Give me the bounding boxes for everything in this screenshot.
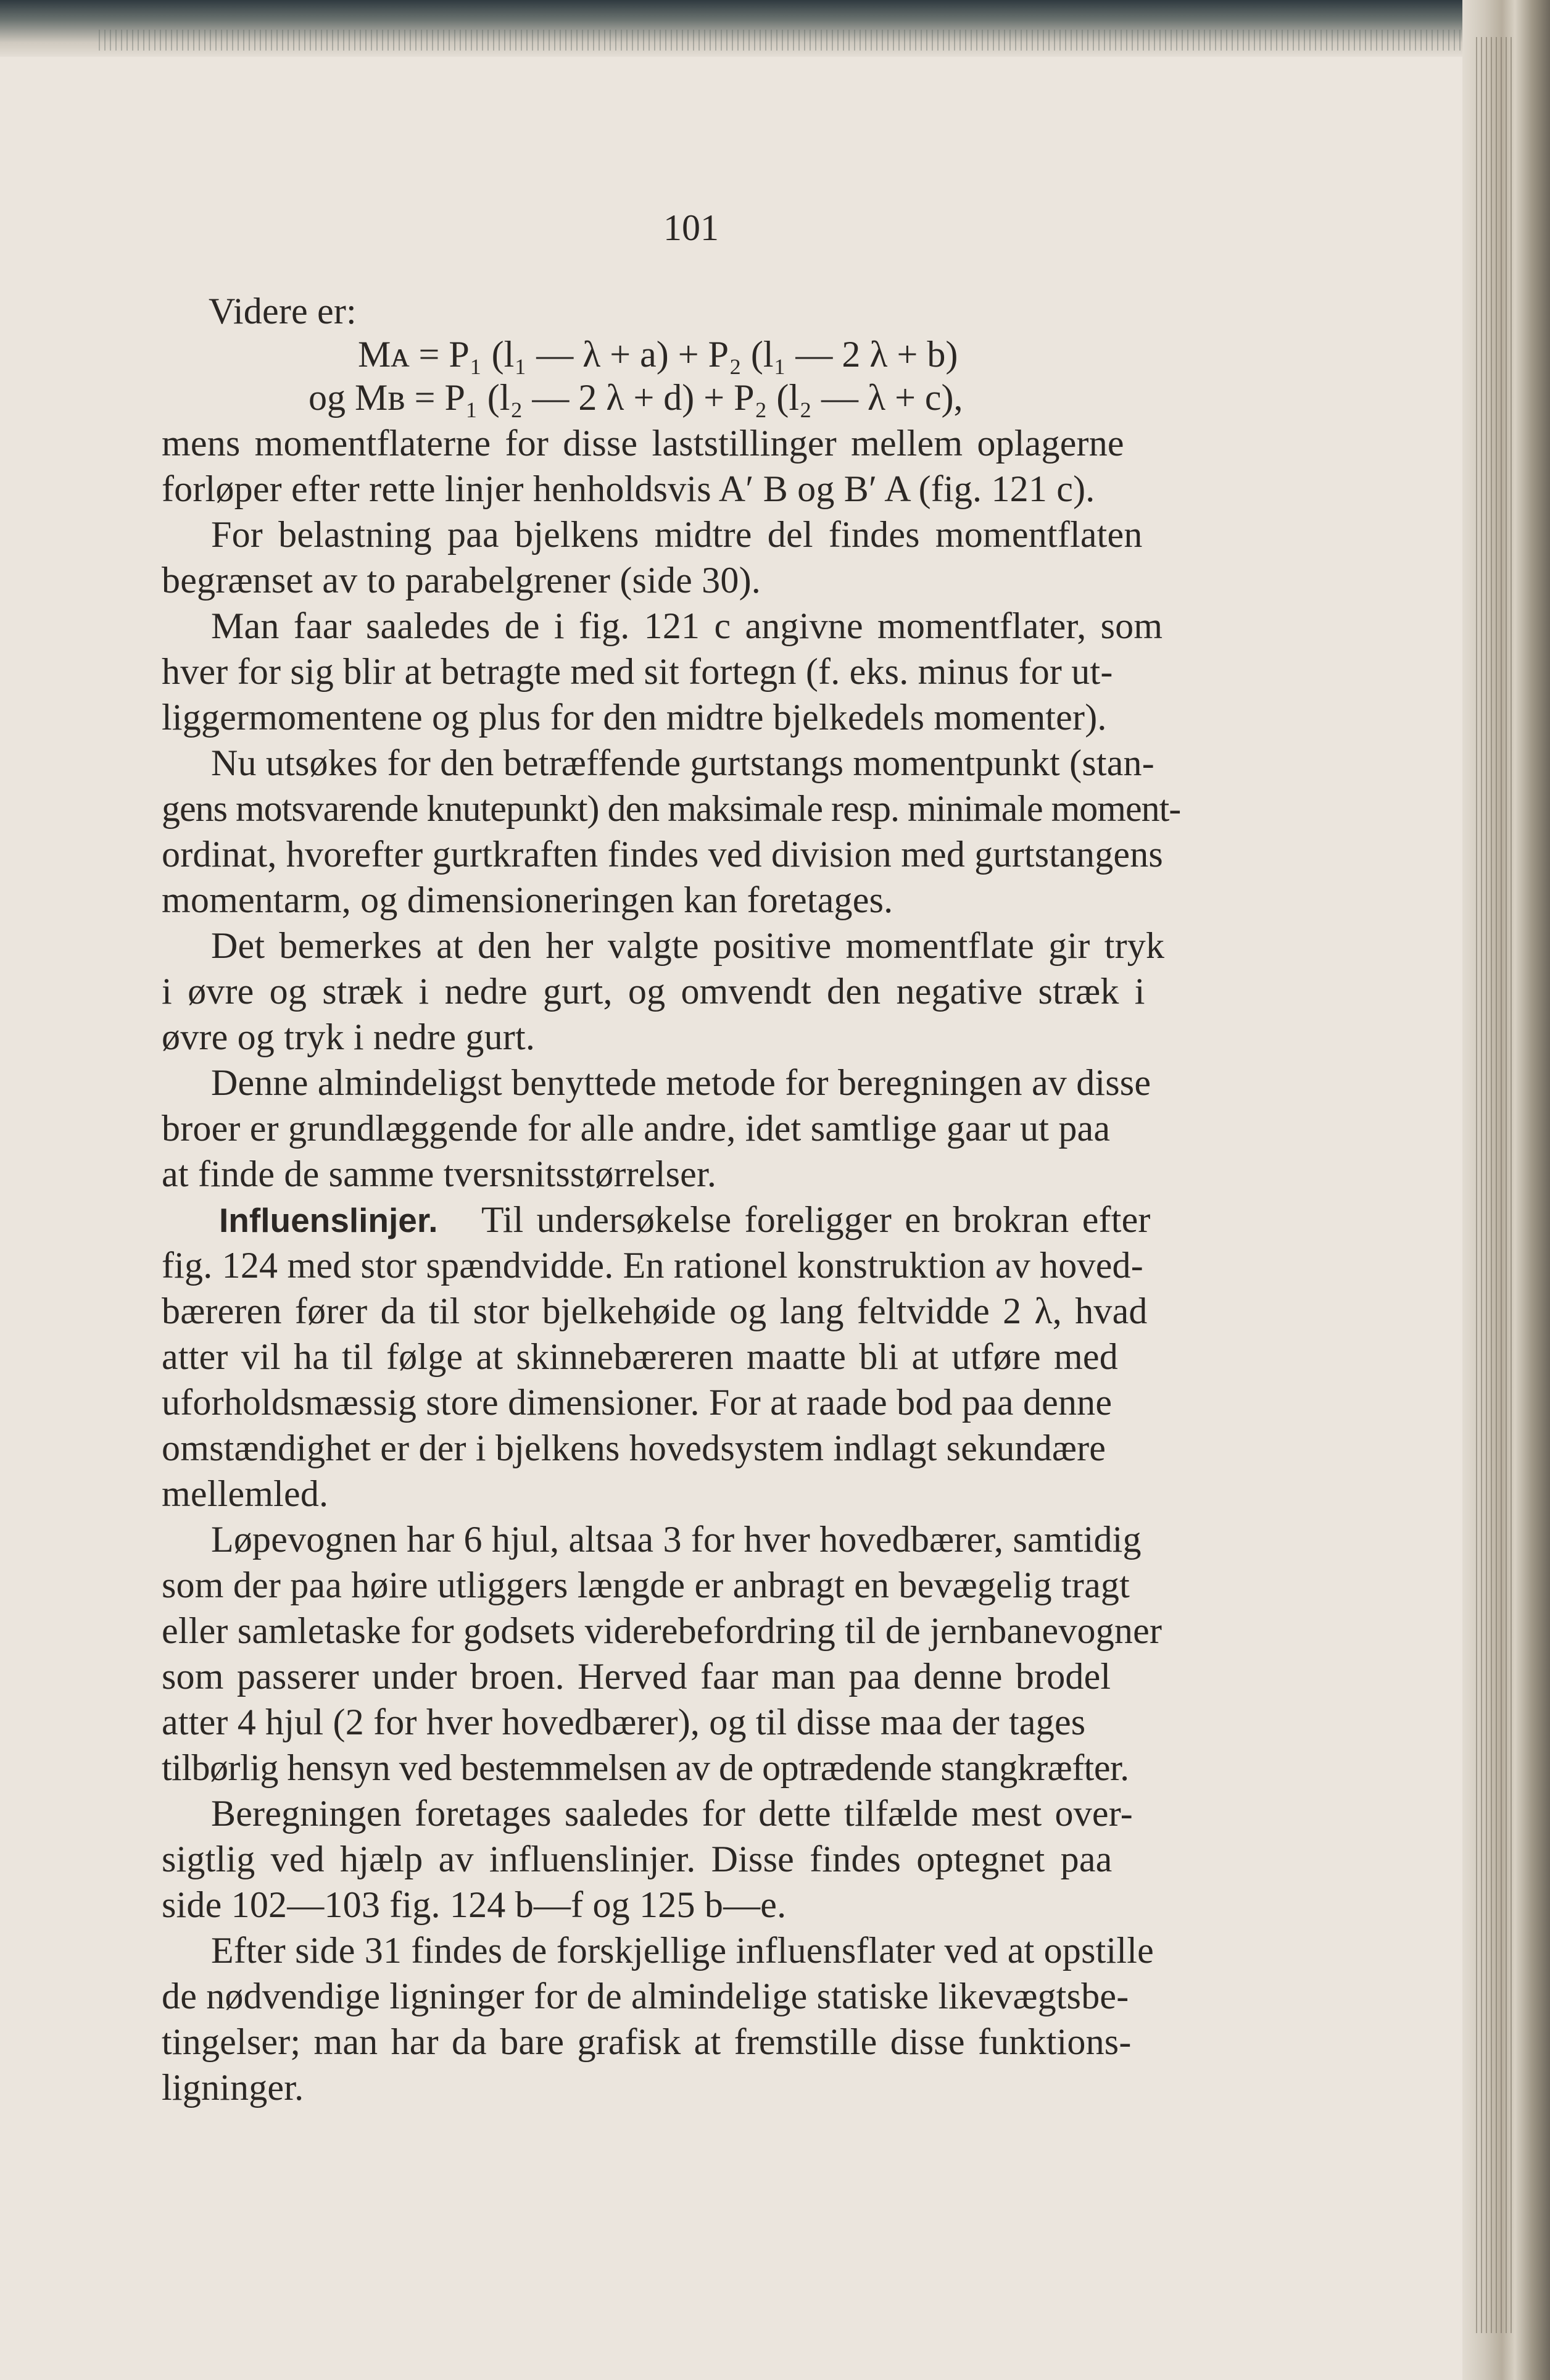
text-line: tingelser; man har da bare grafisk at fremstille disse funktions-	[162, 2021, 1132, 2062]
text-line: sigtlig ved hjælp av influenslinjer. Disse findes optegnet paa	[162, 1839, 1113, 1879]
text-line: For belastning paa bjelkens midtre del findes momentflaten	[211, 514, 1143, 555]
text-line: Det bemerkes at den her valgte positive momentflate gir tryk	[211, 925, 1165, 966]
text-line: liggermomentene og plus for den midtre bjelkedels momenter).	[162, 697, 1107, 738]
text-line: Løpevognen har 6 hjul, altsaa 3 for hver hovedbærer, samtidig	[211, 1519, 1142, 1560]
text-line: øvre og tryk i nedre gurt.	[162, 1017, 536, 1057]
text-line: eller samletaske for godsets viderebefordring til de jernbanevogner	[162, 1610, 1162, 1651]
text-line: Videre er:	[209, 291, 357, 331]
text-line: ligninger.	[162, 2067, 304, 2108]
text-line: uforholdsmæssig store dimensioner. For at raade bod paa denne	[162, 1382, 1113, 1423]
text-line: fig. 124 med stor spændvidde. En rationel konstruktion av hoved-	[162, 1245, 1143, 1286]
text-line: begrænset av to parabelgrener (side 30).	[162, 560, 761, 601]
text-line: forløper efter rette linjer henholdsvis A′ B og B′ A (fig. 121 c).	[162, 468, 1095, 509]
page-number: 101	[663, 207, 719, 248]
text-line: broer er grundlæggende for alle andre, idet samtlige gaar ut paa	[162, 1108, 1111, 1149]
text-line: gens motsvarende knutepunkt) den maksimale resp. minimale moment-	[162, 788, 1181, 829]
section-heading: Influenslinjer.	[219, 1201, 438, 1239]
text-line: ordinat, hvorefter gurtkraften findes ved division med gurtstangens	[162, 834, 1163, 875]
formula-mb: og Mʙ = P₁ (l₂ — 2 λ + d) + P₂ (l₂ — λ + c),	[309, 377, 963, 418]
text-line: atter 4 hjul (2 for hver hovedbærer), og til disse maa der tages	[162, 1702, 1086, 1742]
text-line: atter vil ha til følge at skinnebæreren maatte bli at utføre med	[162, 1336, 1118, 1377]
text-line: omstændighet er der i bjelkens hovedsystem indlagt sekundære	[162, 1428, 1106, 1468]
text-line: hver for sig blir at betragte med sit fortegn (f. eks. minus for ut-	[162, 651, 1113, 692]
text-line: som der paa høire utliggers længde er anbragt en bevægelig tragt	[162, 1565, 1130, 1605]
book-spine-texture	[1476, 37, 1513, 2333]
text-line: Til undersøkelse foreligger en brokran efter	[481, 1199, 1151, 1240]
text-line: mens momentflaterne for disse laststillinger mellem oplagerne	[162, 423, 1124, 464]
text-line: side 102—103 fig. 124 b—f og 125 b—e.	[162, 1884, 787, 1925]
text-line: i øvre og stræk i nedre gurt, og omvendt den negative stræk i	[162, 971, 1145, 1012]
text-line: Beregningen foretages saaledes for dette tilfælde mest over-	[211, 1793, 1133, 1834]
text-line: Man faar saaledes de i fig. 121 c angivne momentflater, som	[211, 605, 1163, 646]
text-line: Nu utsøkes for den betræffende gurtstangs momentpunkt (stan-	[211, 743, 1154, 783]
text-line: at finde de samme tversnitsstørrelser.	[162, 1154, 717, 1194]
text-line: momentarm, og dimensioneringen kan foretages.	[162, 880, 893, 920]
text-line: mellemled.	[162, 1473, 329, 1514]
formula-ma: Mᴀ = P₁ (l₁ — λ + a) + P₂ (l₁ — 2 λ + b)	[358, 334, 958, 375]
page-top-edge-texture	[99, 30, 1487, 51]
text-line: Denne almindeligst benyttede metode for beregningen av disse	[211, 1062, 1151, 1103]
text-line: bæreren fører da til stor bjelkehøide og lang feltvidde 2 λ, hvad	[162, 1291, 1148, 1331]
text-line: tilbørlig hensyn ved bestemmelsen av de optrædende stangkræfter.	[162, 1747, 1129, 1788]
text-line: de nødvendige ligninger for de almindelige statiske likevægtsbe-	[162, 1976, 1129, 2016]
text-line: som passerer under broen. Herved faar man paa denne brodel	[162, 1656, 1111, 1697]
text-line: Efter side 31 findes de forskjellige influensflater ved at opstille	[211, 1930, 1154, 1971]
